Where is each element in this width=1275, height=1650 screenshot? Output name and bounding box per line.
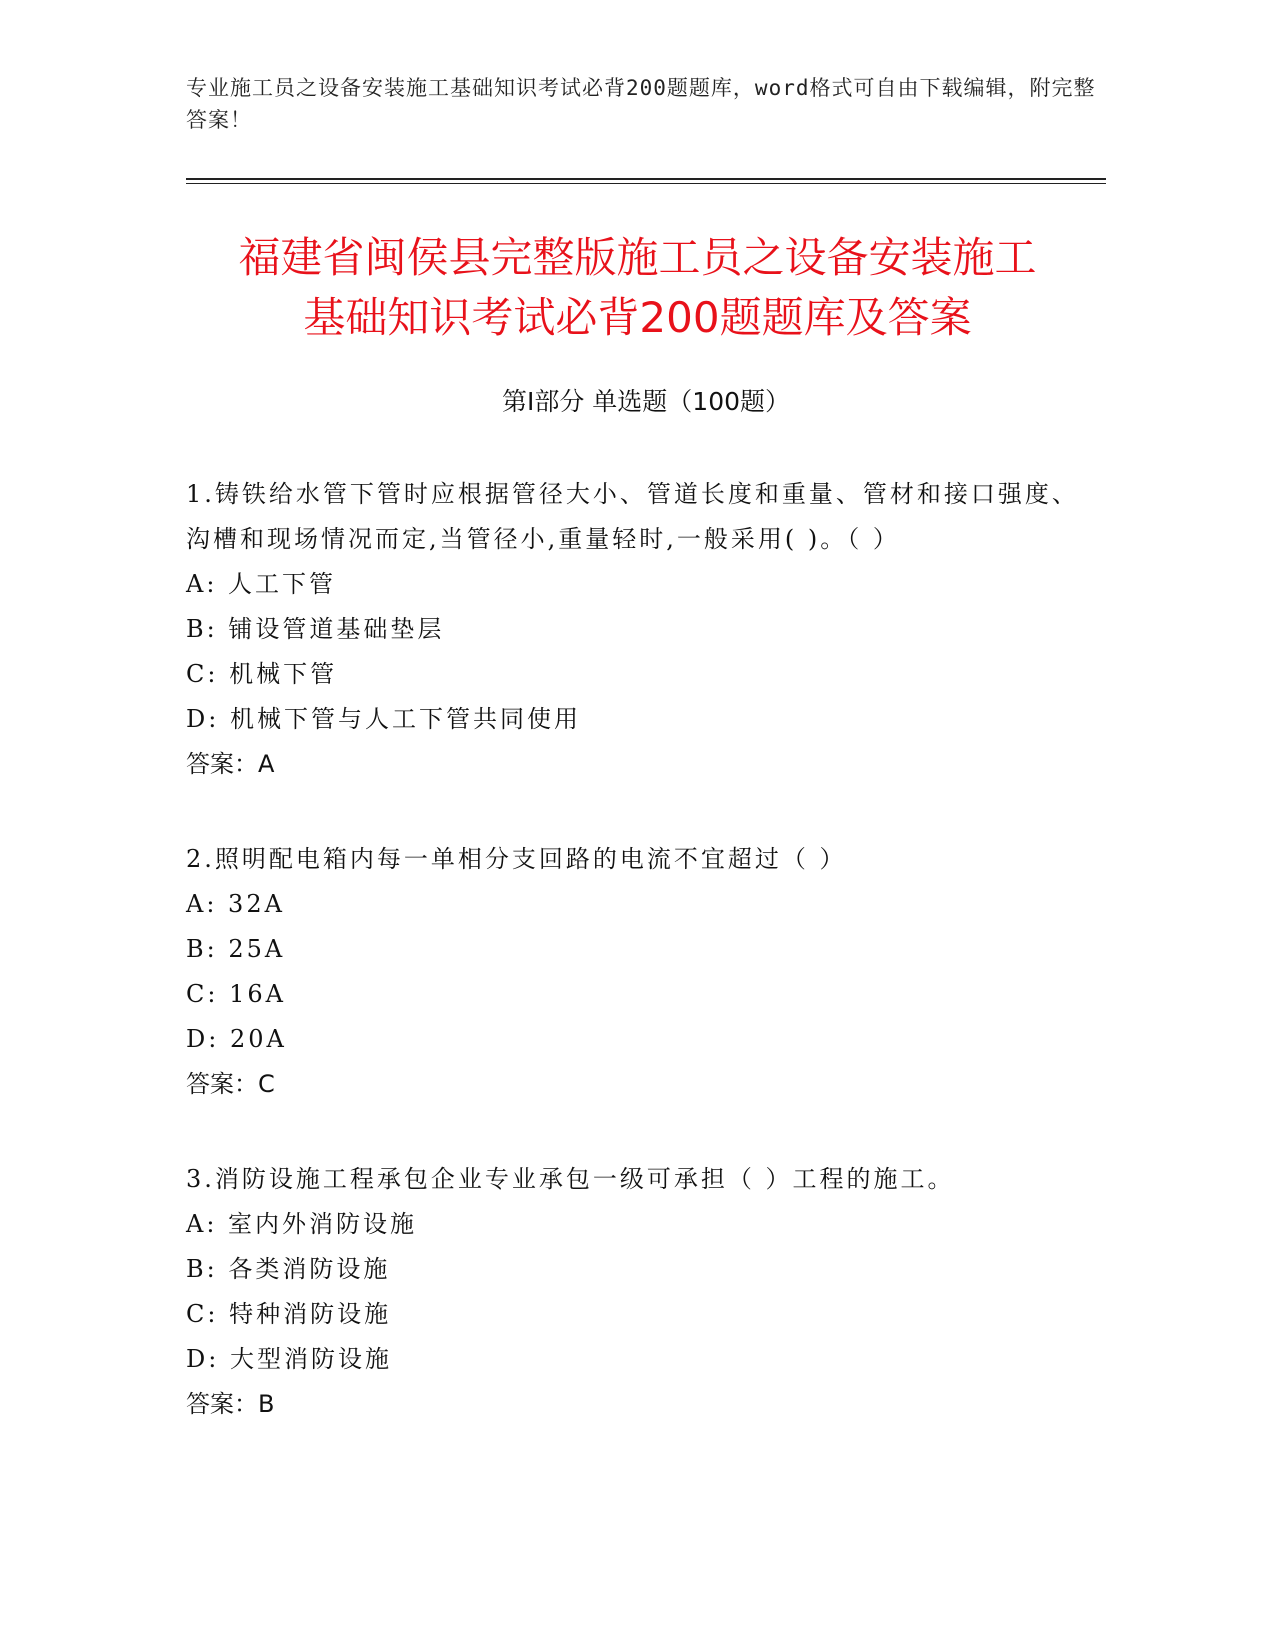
question-2: [186, 837, 1086, 1107]
option-d: D: 大型消防设施: [186, 1345, 392, 1373]
question-3: [186, 1157, 1086, 1427]
header-divider-thin: [186, 183, 1106, 184]
option-d: D: 机械下管与人工下管共同使用: [186, 705, 581, 733]
option-a: A: 32A: [186, 890, 285, 918]
option-d: D: 20A: [186, 1025, 287, 1053]
section-heading: 第Ⅰ部分 单选题（100题）: [501, 387, 791, 416]
header-divider-thick: [186, 178, 1106, 180]
option-a: A: 人工下管: [186, 570, 337, 598]
option-b: B: 25A: [186, 935, 286, 963]
option-b: B: 各类消防设施: [186, 1255, 391, 1283]
option-a: A: 室内外消防设施: [186, 1210, 418, 1238]
question-1: [186, 472, 1086, 787]
question-list: [186, 472, 1086, 1477]
document-title-line-2: 基础知识考试必背200题题库及答案: [303, 293, 972, 342]
document-title-line-1: 福建省闽侯县完整版施工员之设备安装施工: [238, 233, 1037, 282]
option-b: B: 铺设管道基础垫层: [186, 615, 445, 643]
question-stem: 2.照明配电箱内每一单相分支回路的电流不宜超过（ ）: [186, 845, 847, 873]
question-stem: 3.消防设施工程承包企业专业承包一级可承担（ ）工程的施工。: [186, 1165, 955, 1193]
option-c: C: 16A: [186, 980, 286, 1008]
question-stem: 1.铸铁给水管下管时应根据管径大小、管道长度和重量、管材和接口强度、沟槽和现场情况而定,当管径小,重量轻时,一般采用( )。（ ）: [186, 480, 1079, 553]
option-c: C: 机械下管: [186, 660, 338, 688]
header-note: 专业施工员之设备安装施工基础知识考试必背200题题库，word格式可自由下载编辑，附完整答案！: [186, 76, 1096, 132]
option-c: C: 特种消防设施: [186, 1300, 392, 1328]
document-title: [150, 228, 1125, 348]
answer-line: 答案：A: [186, 750, 275, 778]
answer-line: 答案：C: [186, 1070, 275, 1098]
answer-line: 答案：B: [186, 1390, 275, 1418]
